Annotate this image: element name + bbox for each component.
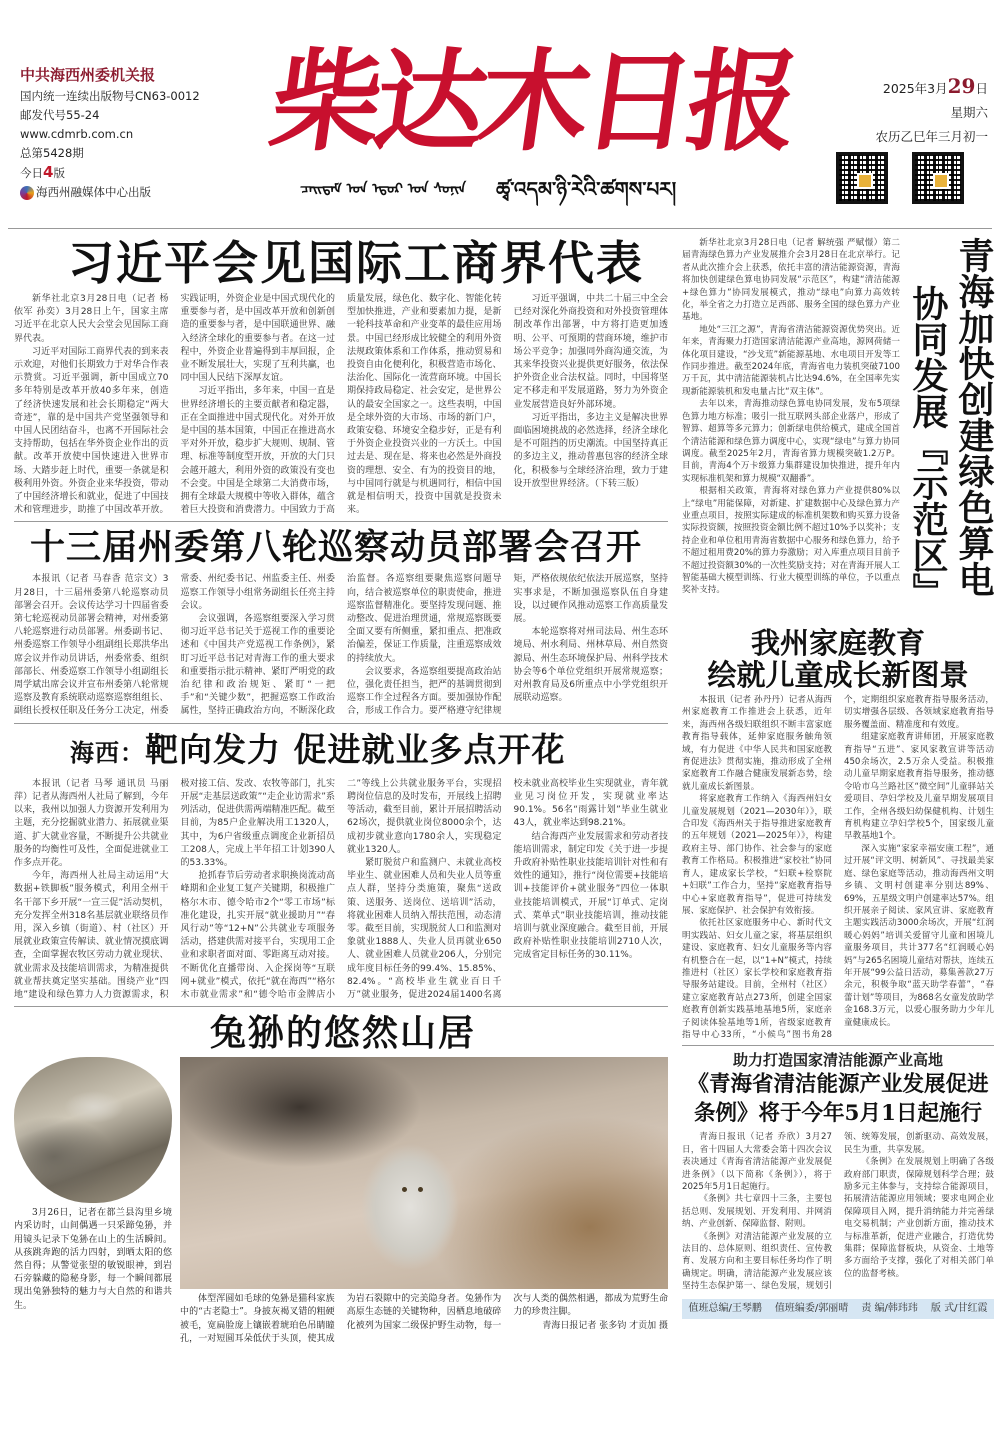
article-paragraph: 本报讯（记者 孙丹丹）记者从海西州家庭教育工作推进会上获悉，近年来，海西州各级妇联组织不断丰富家庭教育指导载体，延伸家庭服务触角领域，有力促进《中华人民共和国家庭教育促进法》贯彻实施，推动形成了全州家庭教育工作融合健康发展新态势，绘就儿童成长新图景。 xyxy=(682,695,832,792)
divider xyxy=(682,1045,994,1046)
article-energy-body xyxy=(682,1131,994,1292)
date-line xyxy=(875,74,988,101)
article-paragraph: 依托社区家庭服务中心、新时代文明实践站、妇女儿童之家，将基层组织建设、家庭教育、妇女儿童服务等内容有机整合在一起，以“1+N”模式，持续推进村（社区）家长学校和家庭教育指导服务站建设。目前，全州村（社区）建立家庭教育站点273所，创建全国家庭教育创新实践基地基地5所，家庭亲子阅读体验基地等1所，省级家庭教育指导中心33所，“小候鸟”图书角28个，定期组织家庭教育指导服务活动，切实增强各层级、各领域家庭教育指导服务覆盖面、精准度和有效度。 xyxy=(682,695,994,1040)
publisher xyxy=(20,183,245,202)
title-scripts xyxy=(300,176,820,202)
headline-energy-kicker: 助力打造国家清洁能源产业高地 xyxy=(732,1051,943,1070)
editor: 责 编/韩玮玮 xyxy=(861,1302,918,1314)
date-day: 29 xyxy=(947,74,976,98)
divider xyxy=(8,228,992,229)
date-year-month: 2025年3月 xyxy=(882,81,948,96)
headline-inspection: 十三届州委第八轮巡察动员部署会召开 xyxy=(30,527,643,569)
manul-photo-story xyxy=(14,1057,668,1346)
headline-green-col2: 协同发展『示范区』 xyxy=(907,285,949,609)
article-paragraph: 习近平对国际工商界代表的到来表示欢迎，对他们长期致力于对华合作表示赞赏。习近平强调，新中国成立70多年特别是改革开放40多年来，创造了经济快速发展和社会长期稳定“两大奇迹”，靠的是中国共产党坚强领导和中国人民团结奋斗，也离不开国际社会支持帮助，包括在华外资企业作出的贡献。改革开放使中国快速进入世界市场、大踏步赶上时代，重要一条就是积极利用外资。外资企业来华投资，带动了中国经济增长和就业，促进了中国技术和管理进步，助推了中国改革开放。实践证明，外资企业是中国式现代化的重要参与者，是中国改革开放和创新创造的重要参与者，是中国联通世界、融入经济全球化的重要参与者。在这一过程中，外资企业普遍得到丰厚回报，企业不断发展壮大，实现了互利共赢，也同中国人民结下深厚友谊。 xyxy=(14,294,335,516)
article-paragraph: 《条例》在发展规划上明确了各级政府部门职责，保障规划科学合理；鼓励多元主体参与，支持综合能源项目，拓展清洁能源应用领域；要求电网企业保障项目入网，提升消纳能力并完善绿电交易机制；产业创新方面，推动技术与标准革新，促进产业融合，打造优势集群；保障监督板块，从资金、土地等多方面给予支撑，强化了对相关部门单位的监督考核。 xyxy=(844,1157,994,1279)
manul-right-column xyxy=(180,1057,668,1346)
caption-paragraph: 体型浑圆如毛球的兔狲是猫科家族中的“古老隐士”。身披灰褐叉错的粗硬被毛，宽扁脸庞上镶嵌着琥珀色吊睛瞳孔，一对短圆耳朵低伏于头顶，使其成为岩石裂隙中的完美隐身者。兔狲作为高原生态链的关键物种，因栖息地破碎化被列为国家二级保护野生动物，每一次与人类的偶然相遇，都成为荒野生命力的珍贵注脚。 xyxy=(180,1294,668,1344)
article-paragraph: 组建家庭教育讲师团，开展家庭教育指导“五进”、家风家教宣讲等活动450余场次，2.5万余人受益。积极推动儿童早期家庭教育指导服务，推动德令哈市乌兰路社区“微空间”儿童驿站关爱项目、孕妇学校及儿童早期发展项目工作，全州各级妇幼保健机构、计划生育机构建立孕妇学校5个，国家级儿童早教基地1个。 xyxy=(844,732,994,842)
right-column xyxy=(682,234,994,1319)
publisher-logo-icon xyxy=(20,186,34,200)
article-paragraph: 去年以来，青海推动绿色算电协同发展，发布5项绿色算力地方标准；吸引一批互联网头部企业落户，形成了智算、超算等多元算力；创新绿电供给模式，建成全国首个清洁能源和绿色算力调度中心，实现“绿电”与算力协同调度。截至2025年2月，青海省算力规模突破1.2万P。目前，青海4个万卡级算力集群建设加快推进，提升年内实现标准机架和算力规模“双翻番”。 xyxy=(682,399,900,484)
article-inspection-body xyxy=(14,573,668,718)
chief-editor: 值班总编/王琴鹏 xyxy=(688,1302,762,1314)
title-mongolian: ᠴᠠᠢᠳᠠᠮ ᠤᠨ ᠡᠳᠦᠷ ᠤᠨ ᠰᠣᠨᠢᠨ xyxy=(300,181,467,197)
page-count-prefix: 今日 xyxy=(20,166,43,180)
article-family-body xyxy=(682,694,994,1041)
qr-code-icon[interactable] xyxy=(836,152,888,204)
newspaper-title: 柴达木日报 xyxy=(263,37,802,166)
article-paragraph: 习近平指出，多边主义是解决世界面临困境挑战的必然选择，经济全球化是不可阻挡的历史潮流。中国坚持真正的多边主义，推动普惠包容的经济全球化，积极参与全球经济治理，致力于建设开放型世界经济。（下转三版） xyxy=(513,412,668,489)
headline-employment-kicker: 海西： xyxy=(70,737,145,767)
article-employment-body xyxy=(14,778,668,1002)
date-suffix: 日 xyxy=(975,81,988,96)
qr-code-icon[interactable] xyxy=(912,152,964,204)
website: www.cdmrb.com.cn xyxy=(20,127,134,141)
headline-employment-title: 靶向发力 促进就业多点开花 xyxy=(145,729,566,769)
lunar-date: 农历乙巳年三月初一 xyxy=(875,129,988,144)
page-count-suffix: 版 xyxy=(53,166,65,180)
headline-family-line2: 绘就儿童成长新图景 xyxy=(707,658,969,692)
left-column xyxy=(14,236,668,1346)
headline-green-col1: 青海加快创建绿色算电 xyxy=(953,237,995,597)
weekday: 星期六 xyxy=(950,105,988,120)
manul-photo-large xyxy=(180,1057,668,1289)
headline-employment xyxy=(14,728,668,775)
article-paragraph: 本报讯（记者 马春香 范宗文）3月28日，十三届州委第八轮巡察动员部署会召开。会议传达学习十四届省委第七轮巡视动员部署会精神，对州委第八轮巡察进行动员部署。州委副书记、州委巡察工作领导小组副组长郑洪华出席会议并作动员讲话，州委常委、组织部部长、州委巡察工作领导小组副组长周学斌出席会议并宣布州委第八轮常规巡察及教育系统联动巡察巡察组组长、副组长授权任职及任务分工决定，州委常委、州纪委书记、州监委主任、州委巡察工作领导小组常务副组长任亮主持会议。 xyxy=(14,574,335,717)
article-paragraph: 抢抓春节后劳动者求职换岗流动高峰期和企业复工复产关键期，积极推广格尔木市、德令哈市2个“零工市场”标准化建设，扎实开展“就业援助月”“春风行动”等“12+N”公共就业专项服务活动，搭建供需对接平台，实现用工企业和求职者面对面、零距离互动对接。不断优化直播带岗、入企探岗等“互联网+就业”模式，依托“就在海西”“格尔木市就业需求”和“德令哈市金牌店小二”等线上公共就业服务平台，实现招聘岗位信息的及时发布，开展线上招聘等活动，截至目前，累计开展招聘活动62场次，提供就业岗位8000余个，达成初步就业意向1780余人，实现稳定就业1320人。 xyxy=(180,778,502,1000)
headline-green xyxy=(908,237,994,621)
headline-energy-line1: 《青海省清洁能源产业发展促进 xyxy=(687,1072,989,1098)
cn-number: 国内统一连续出版物号CN63-0012 xyxy=(20,89,200,103)
editor-credits-bar xyxy=(682,1299,994,1319)
article-paragraph: 深入实施“家家幸福安康工程”，通过开展“评文明、树新风”、寻找最美家庭、绿色家庭等活动，推动海西州文明乡镇、文明村创建率分别达89%、69%，五星级文明户创建率达57%。组织开展亲子阅读、家风宣讲、家庭教育主题实践活动3000余场次，开展“红润暖心妈妈”培训关爱留守儿童和困境儿童服务项目，共计377名“红润暖心妈妈”与265名困境儿童结对帮扶，连续五年开展“99公益日活动，募集善款27万余元，积极争取“蓝天助学春蕾”，“春蕾计划”等项目，为868名女童发放助学金168.3万元，以爱心服务助力少年儿童健康成长。 xyxy=(844,843,994,1028)
article-paragraph: 习近平指出，多年来，中国一直是世界经济增长的主要贡献者和稳定器，正在全面推进中国式现代化。对外开放是中国的基本国策，中国正在推进高水平对外开放，稳步扩大规则、规制、管理、标准等制度型开放，开放的大门只会越开越大，利用外资的政策没有变也不会变。中国是全球第二大消费市场，拥有全球最大规模中等收入群体，蕴含着巨大投资和消费潜力。中国致力于高质量发展，绿色化、数字化、智能化转型加快推进，产业和要素加力提，是新一轮科技革命和产业变革的最佳应用场景。中国已经形成比较健全的利用外资法规政策体系和工作体系，推动贸易和投资自由化便利化，积极营造市场化、法治化、国际化一流营商环境。中国长期保持政局稳定、社会安定，是世界公认的最安全国家之一。这些表明，中国是全球外资的大市场、市场的新门户，政策安稳、环境安全稳步好，正是有利于外资企业投资兴业的一方沃土。中国过去是、现在是、将来也必然是外商投资的理想、安全、有为的投资目的地，与中国同行就是与机遇同行，相信中国就是相信明天，投资中国就是投资未来。 xyxy=(180,294,502,516)
manul-caption-left xyxy=(14,1207,172,1313)
manul-left-column xyxy=(14,1057,172,1346)
headline-manul: 兔狲的悠然山居 xyxy=(210,1012,477,1055)
article-paragraph: 习近平强调，中共二十届三中全会已经对深化外商投资和对外投资管理体制改革作出部署，中方将打造更加透明、公平、可预期的营商环境，维护市场公平竞争；加强同外商沟通交流，为其来华投资兴业提供更好服务，依法保护外资企业合法权益。同时，中国将坚定不移走和平发展道路，努力为外资企业发展营造良好外部环境。 xyxy=(513,294,668,410)
article-green xyxy=(682,237,994,621)
divider xyxy=(14,521,668,522)
headline-family xyxy=(682,627,994,691)
headline-family-line1: 我州家庭教育 xyxy=(750,626,925,660)
divider xyxy=(14,1006,668,1007)
manul-eye xyxy=(418,1187,423,1192)
article-paragraph: 本轮巡察将对州司法局、州生态环境局、州水利局、州林草局、州自然资源局、州生态环境保护局、州科学技术协会等6个单位党组织开展常规巡察；对州教育局及6所重点中小学党组织开展联动巡察。 xyxy=(513,627,668,704)
publisher-name: 海西州融媒体中心出版 xyxy=(36,185,151,199)
article-paragraph: 会议强调，各巡察组要深入学习贯彻习近平总书记关于巡视工作的重要论述和《中国共产党巡视工作条例》，紧盯习近平总书记对青海工作的重大要求和重要指示批示精神、紧盯严明党的政治纪律和政治规矩、紧盯“一把手”和“关键少数”，把握巡察工作政治属性，坚持正确政治方向，不断深化政治监督。各巡察组要聚焦巡察问题导向，结合被巡察单位的职责使命，推进巡察监督精准化。要坚持发现问题、推动整改、促进治理贯通，常规巡察既要全面又要有所侧重，紧扣重点、把准政治偏差，保证工作质量，注重巡察成效的持续放大。 xyxy=(180,574,502,717)
postal-code: 邮发代号55-24 xyxy=(20,108,100,122)
article-paragraph: 将家庭教育工作纳入《海西州妇女儿童发展规划（2021—2030年）》，联合印发《海西州关于指导推进家庭教育的五年规划（2021—2025年）》，构建政府主导、部门协作、社会参与的家庭教育工作格局。积极推进“家校社”协同育人，建成家长学校，“妇联+检察院+妇联”工作合力，坚持“家庭教育指导中心+家庭教育指导”，促进可持续发展、家庭保护、社会保护有效衔接。 xyxy=(682,794,832,916)
article-paragraph: 《条例》共七章四十三条，主要包括总则、发展规划、开发利用、并网消纳、产业创新、保障监督、附则。 xyxy=(682,1194,832,1230)
page-count-number: 4 xyxy=(43,163,54,181)
manul-caption-bottom xyxy=(180,1293,668,1346)
title-tibetan: ཚྭ་འདམ་ཉི་རེའི་ཚགས་པར། xyxy=(496,177,677,201)
article-paragraph: 地处“三江之源”，青海省清洁能源资源优势突出。近年来，青海聚力打造国家清洁能源产业高地，源网荷储一体化项目建设，“沙戈荒”新能源基地、水电项目开发等工作同步推进。截至2024年底，青海省电力装机突破7100万千瓦，其中清洁能源装机占比达94.6%，在全国率先实现新能源装机和发电量占比“双主体”。 xyxy=(682,324,900,397)
article-paragraph: 紧盯脱贫户和监测户、未就业高校毕业生、就业困难人员和失业人员等重点人群，坚持分类施策，聚焦“送政策、送服务、送岗位、送培训”活动，将就业困难人员纳入帮扶范围，动态清零。截至目前，实现脱贫人口和监测对象就业1888人、失业人员再就业650人、就业困难人员就业206人，分别完成年度目标任务的99.4%、15.85%、82.4%。“高校毕业生就业百日千万”就业服务，促进2024届1400名离校未就业高校毕业生实现就业，青年就业见习岗位开发，实现就业率达90.1%。56名“雨露计划”毕业生就业43人，就业率达到98.21%。 xyxy=(347,778,668,1000)
article-paragraph: 青海日报讯（记者 乔欣）3月27日，省十四届人大常委会第十四次会议表决通过《青海省清洁能源产业发展促进条例》（以下简称《条例》），将于2025年5月1日起施行。 xyxy=(682,1132,832,1192)
masthead-info xyxy=(20,66,245,202)
paper-name: 中共海西州委机关报 xyxy=(20,66,156,84)
article-paragraph: 新华社北京3月28日电（记者 解统强 严赋憬）第二届青海绿色算力产业发展推介会3月28日在北京举行。记者从此次推介会上获悉，依托丰富的清洁能源资源，青海将加快创建绿色算电协同发展“示范区”，构建“清洁能源+绿色算力”协同发展模式，推动“绿电”向算力高效转化，举全省之力打造立足西部、服务全国的绿色算力产业基地。 xyxy=(682,238,900,323)
headline-energy-line2: 条例》将于今年5月1日起施行 xyxy=(694,1101,982,1127)
issue-date xyxy=(875,74,988,149)
headline-energy xyxy=(682,1070,994,1128)
photo-credit: 青海日报记者 张多钧 才贡加 摄 xyxy=(542,1320,668,1331)
article-paragraph: 今年，海西州人社局主动运用“大数据+铁脚板”服务模式，利用全州干名干部下乡开展“一宣三促”活动契机，充分发挥全州318名基层就业联络员作用，深入乡镇（街道）、村（社区）开展就业政策宣传解读、就业情况摸底调查，全面掌握农牧区劳动力就业现状、就业需求及技能培训需求，为精准提供就业帮扶奠定坚实基础。围绕产业“四地”建设和绿色算力人力资源需求，积极对接工信、发改、农牧等部门，扎实开展“走基层送政策”“走企业访需求”系列活动，促进供需两端精准匹配。截至目前，为85户企业解决用工1320人，其中，为6户省级重点调度企业新招员工208人，完成上半年招工计划390人的53.33%。 xyxy=(14,778,335,1000)
manul-eye xyxy=(402,1187,407,1192)
issue-number: 总第5428期 xyxy=(20,146,84,160)
article-paragraph: 新华社北京3月28日电（记者 杨依军 孙奕）3月28日上午，国家主席习近平在北京人民大会堂会见国际工商界代表。 xyxy=(14,294,169,344)
article-paragraph: 结合海西产业发展需求和劳动者技能培训需求，制定印发《关于进一步提升政府补贴性职业技能培训针对性和有效性的通知》，推行“岗位需要+技能培训+技能评价+就业服务”四位一体职业技能培训模式，开展“订单式、定岗式、菜单式”职业技能培训，推动技能培训与就业深度融合。截至目前，开展政府补贴性职业技能培训2710人次，完成省定目标任务的30.11%。 xyxy=(513,831,668,961)
divider xyxy=(14,723,668,724)
article-paragraph: 会议要求，各巡察组要提高政治站位，强化责任担当，把严的基调贯彻到巡察工作全过程各方面。要加强协作配合，形成工作合力。要严格遵守纪律规矩，严格依规依纪依法开展巡察，坚持实事求是，不断加强巡察队伍自身建设，以过硬作风推动巡察工作高质量发展。 xyxy=(347,574,668,717)
headline-main: 习近平会见国际工商界代表 xyxy=(68,236,644,290)
article-paragraph: 根据相关政策，青海将对绿色算力产业提供80%以上“绿电”用能保障，对新建、扩建数据中心及绿色算力产业重点项目，按照实际建成的标准机架数和购买算力设备实际投资额，按照投资金额比例不超过10%予以奖补；支持企业和单位租用青海省数据中心服务和绿色算力，给予不超过租用费20%的算力券激励；对入库重点项目目前予不超过投资额30%的一次性奖励支持；对在青海开展人工智能基础大模型训练、行业大模型训练的单位，予以重点奖补支持。 xyxy=(682,486,900,596)
article-paragraph: 本报讯（记者 马琴 通讯员 马丽萍）记者从海西州人社局了解到，今年以来，我州以加强人力资源开发利用为主题，充分挖掘就业潜力、拓展就业渠道、扩大就业容量，不断提升公共就业服务的均衡性可及性，全面促进就业工作多点开花。 xyxy=(14,778,169,868)
duty-editor: 值班编委/郭丽晴 xyxy=(774,1302,849,1314)
layout-editor: 版 式/甘红霞 xyxy=(930,1302,988,1314)
article-paragraph: 《条例》对清洁能源产业发展的立法目的、总体原则、组织责任、宣传教育、发展方向和主要目标任务均作了明确规定。明确，清洁能源产业发展应该坚持生态保护第一、绿色发展，规划引领、统筹发展，创新驱动、高效发展，民生为重，共享发展。 xyxy=(682,1132,994,1292)
article-main-body xyxy=(14,293,668,517)
manul-photo-small xyxy=(14,1057,172,1203)
caption-paragraph: 3月26日，记者在都兰县沟里乡境内采访时，山间偶遇一只采蹄兔狲，并用镜头记录下兔狲在山上的生活瞬间。从孩跳奔跑的活力四射，到晒太阳的悠然自得；从警觉张望的敏锐眼神，到岩石旁躲藏的隐秘身影，每一个瞬间都展现出兔狲独特的魅力与大自然的和谐共生。 xyxy=(14,1208,172,1311)
page-count xyxy=(20,163,245,183)
